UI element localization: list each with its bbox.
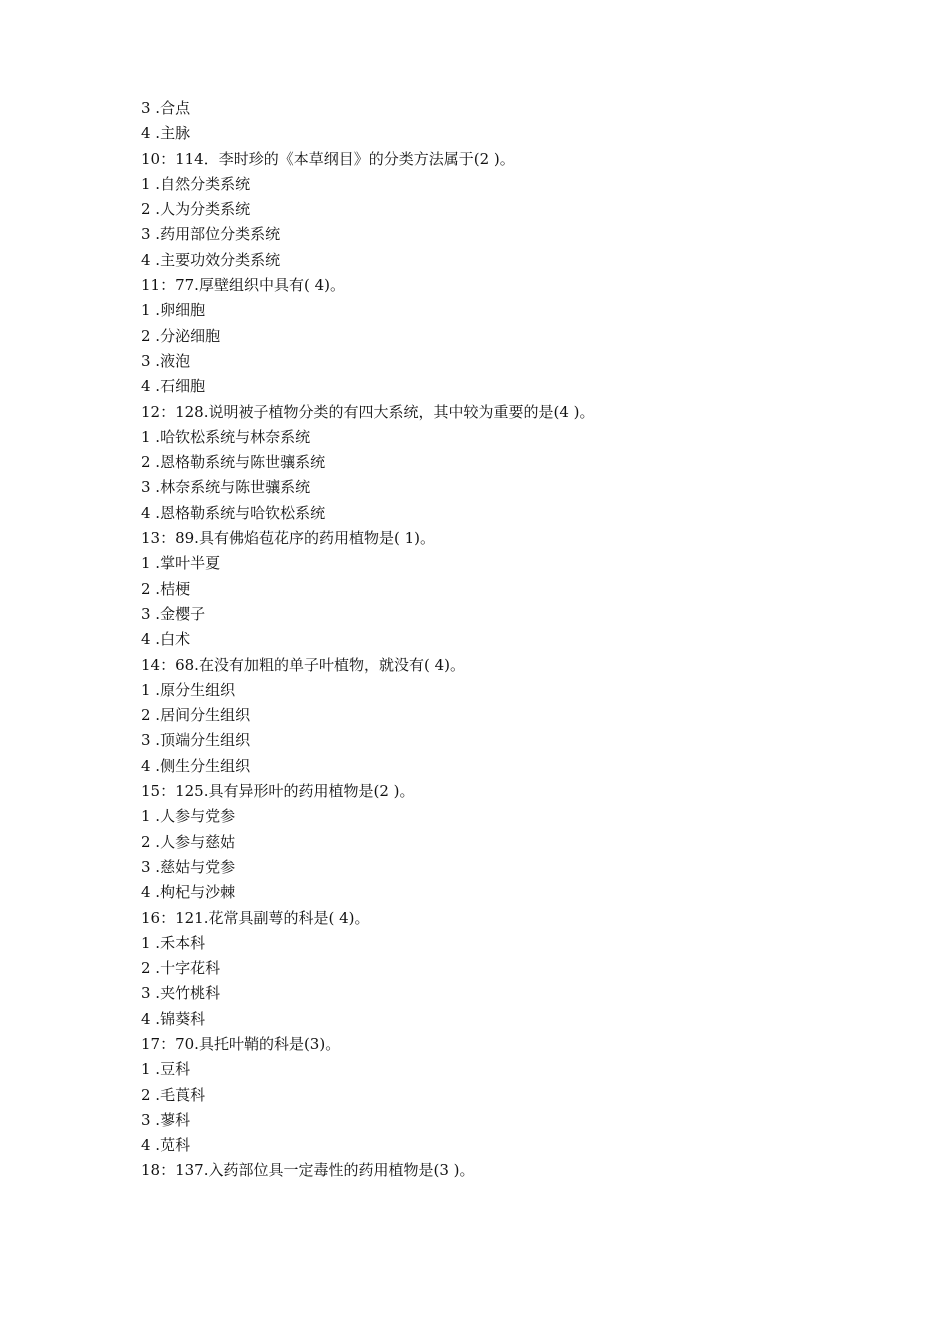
question-line: 11：77.厚壁组织中具有( 4)。 <box>141 276 345 295</box>
option-line: 2 .毛莨科 <box>141 1085 206 1104</box>
option-line: 4 .苋科 <box>141 1136 191 1155</box>
question-line: 15：125.具有异形叶的药用植物是(2 )。 <box>141 782 415 801</box>
question-line: 18：137.入药部位具一定毒性的药用植物是(3 )。 <box>141 1161 475 1180</box>
option-line: 3 .液泡 <box>141 351 191 370</box>
question-line: 10：114．李时珍的《本草纲目》的分类方法属于(2 )。 <box>141 149 515 168</box>
question-line: 13：89.具有佛焰苞花序的药用植物是( 1)。 <box>141 529 435 548</box>
option-line: 4 .白术 <box>141 630 191 649</box>
option-line: 3 .药用部位分类系统 <box>141 225 281 244</box>
option-line: 2 .桔梗 <box>141 579 191 598</box>
option-line: 4 .枸杞与沙棘 <box>141 883 236 902</box>
option-line: 3 .蓼科 <box>141 1110 191 1129</box>
option-line: 3 .顶端分生组织 <box>141 731 251 750</box>
option-line: 3 .夹竹桃科 <box>141 984 221 1003</box>
option-line: 4 .恩格勒系统与哈钦松系统 <box>141 503 326 522</box>
question-line: 12：128.说明被子植物分类的有四大系统，其中较为重要的是(4 )。 <box>141 402 595 421</box>
question-line: 16：121.花常具副萼的科是( 4)。 <box>141 908 370 927</box>
option-line: 1 .禾本科 <box>141 933 206 952</box>
option-line: 3 .金樱子 <box>141 604 206 623</box>
option-line: 3 .慈姑与党参 <box>141 857 236 876</box>
option-line: 2 .人为分类系统 <box>141 200 251 219</box>
option-line: 2 .恩格勒系统与陈世骧系统 <box>141 453 326 472</box>
option-line: 3 .合点 <box>141 99 191 117</box>
option-line: 2 .居间分生组织 <box>141 706 251 725</box>
option-line: 2 .人参与慈姑 <box>141 832 236 851</box>
question-line: 17：70.具托叶鞘的科是(3)。 <box>141 1034 341 1053</box>
document-body <box>141 96 901 1184</box>
option-line: 1 .原分生组织 <box>141 680 236 699</box>
option-line: 4 .主脉 <box>141 124 191 143</box>
option-line: 1 .掌叶半夏 <box>141 554 221 573</box>
option-line: 4 .锦葵科 <box>141 1009 206 1028</box>
option-line: 1 .哈钦松系统与林奈系统 <box>141 427 311 446</box>
option-line: 1 .人参与党参 <box>141 807 236 826</box>
question-line: 14：68.在没有加粗的单子叶植物，就没有( 4)。 <box>141 655 465 674</box>
option-line: 2 .十字花科 <box>141 959 221 978</box>
option-line: 4 .石细胞 <box>141 377 206 396</box>
option-line: 2 .分泌细胞 <box>141 326 221 345</box>
option-line: 3 .林奈系统与陈世骧系统 <box>141 478 311 497</box>
option-line: 1 .豆科 <box>141 1060 191 1079</box>
option-line: 4 .侧生分生组织 <box>141 756 251 775</box>
option-line: 1 .卵细胞 <box>141 301 206 320</box>
option-line: 1 .自然分类系统 <box>141 174 251 193</box>
option-line: 4 .主要功效分类系统 <box>141 250 281 269</box>
